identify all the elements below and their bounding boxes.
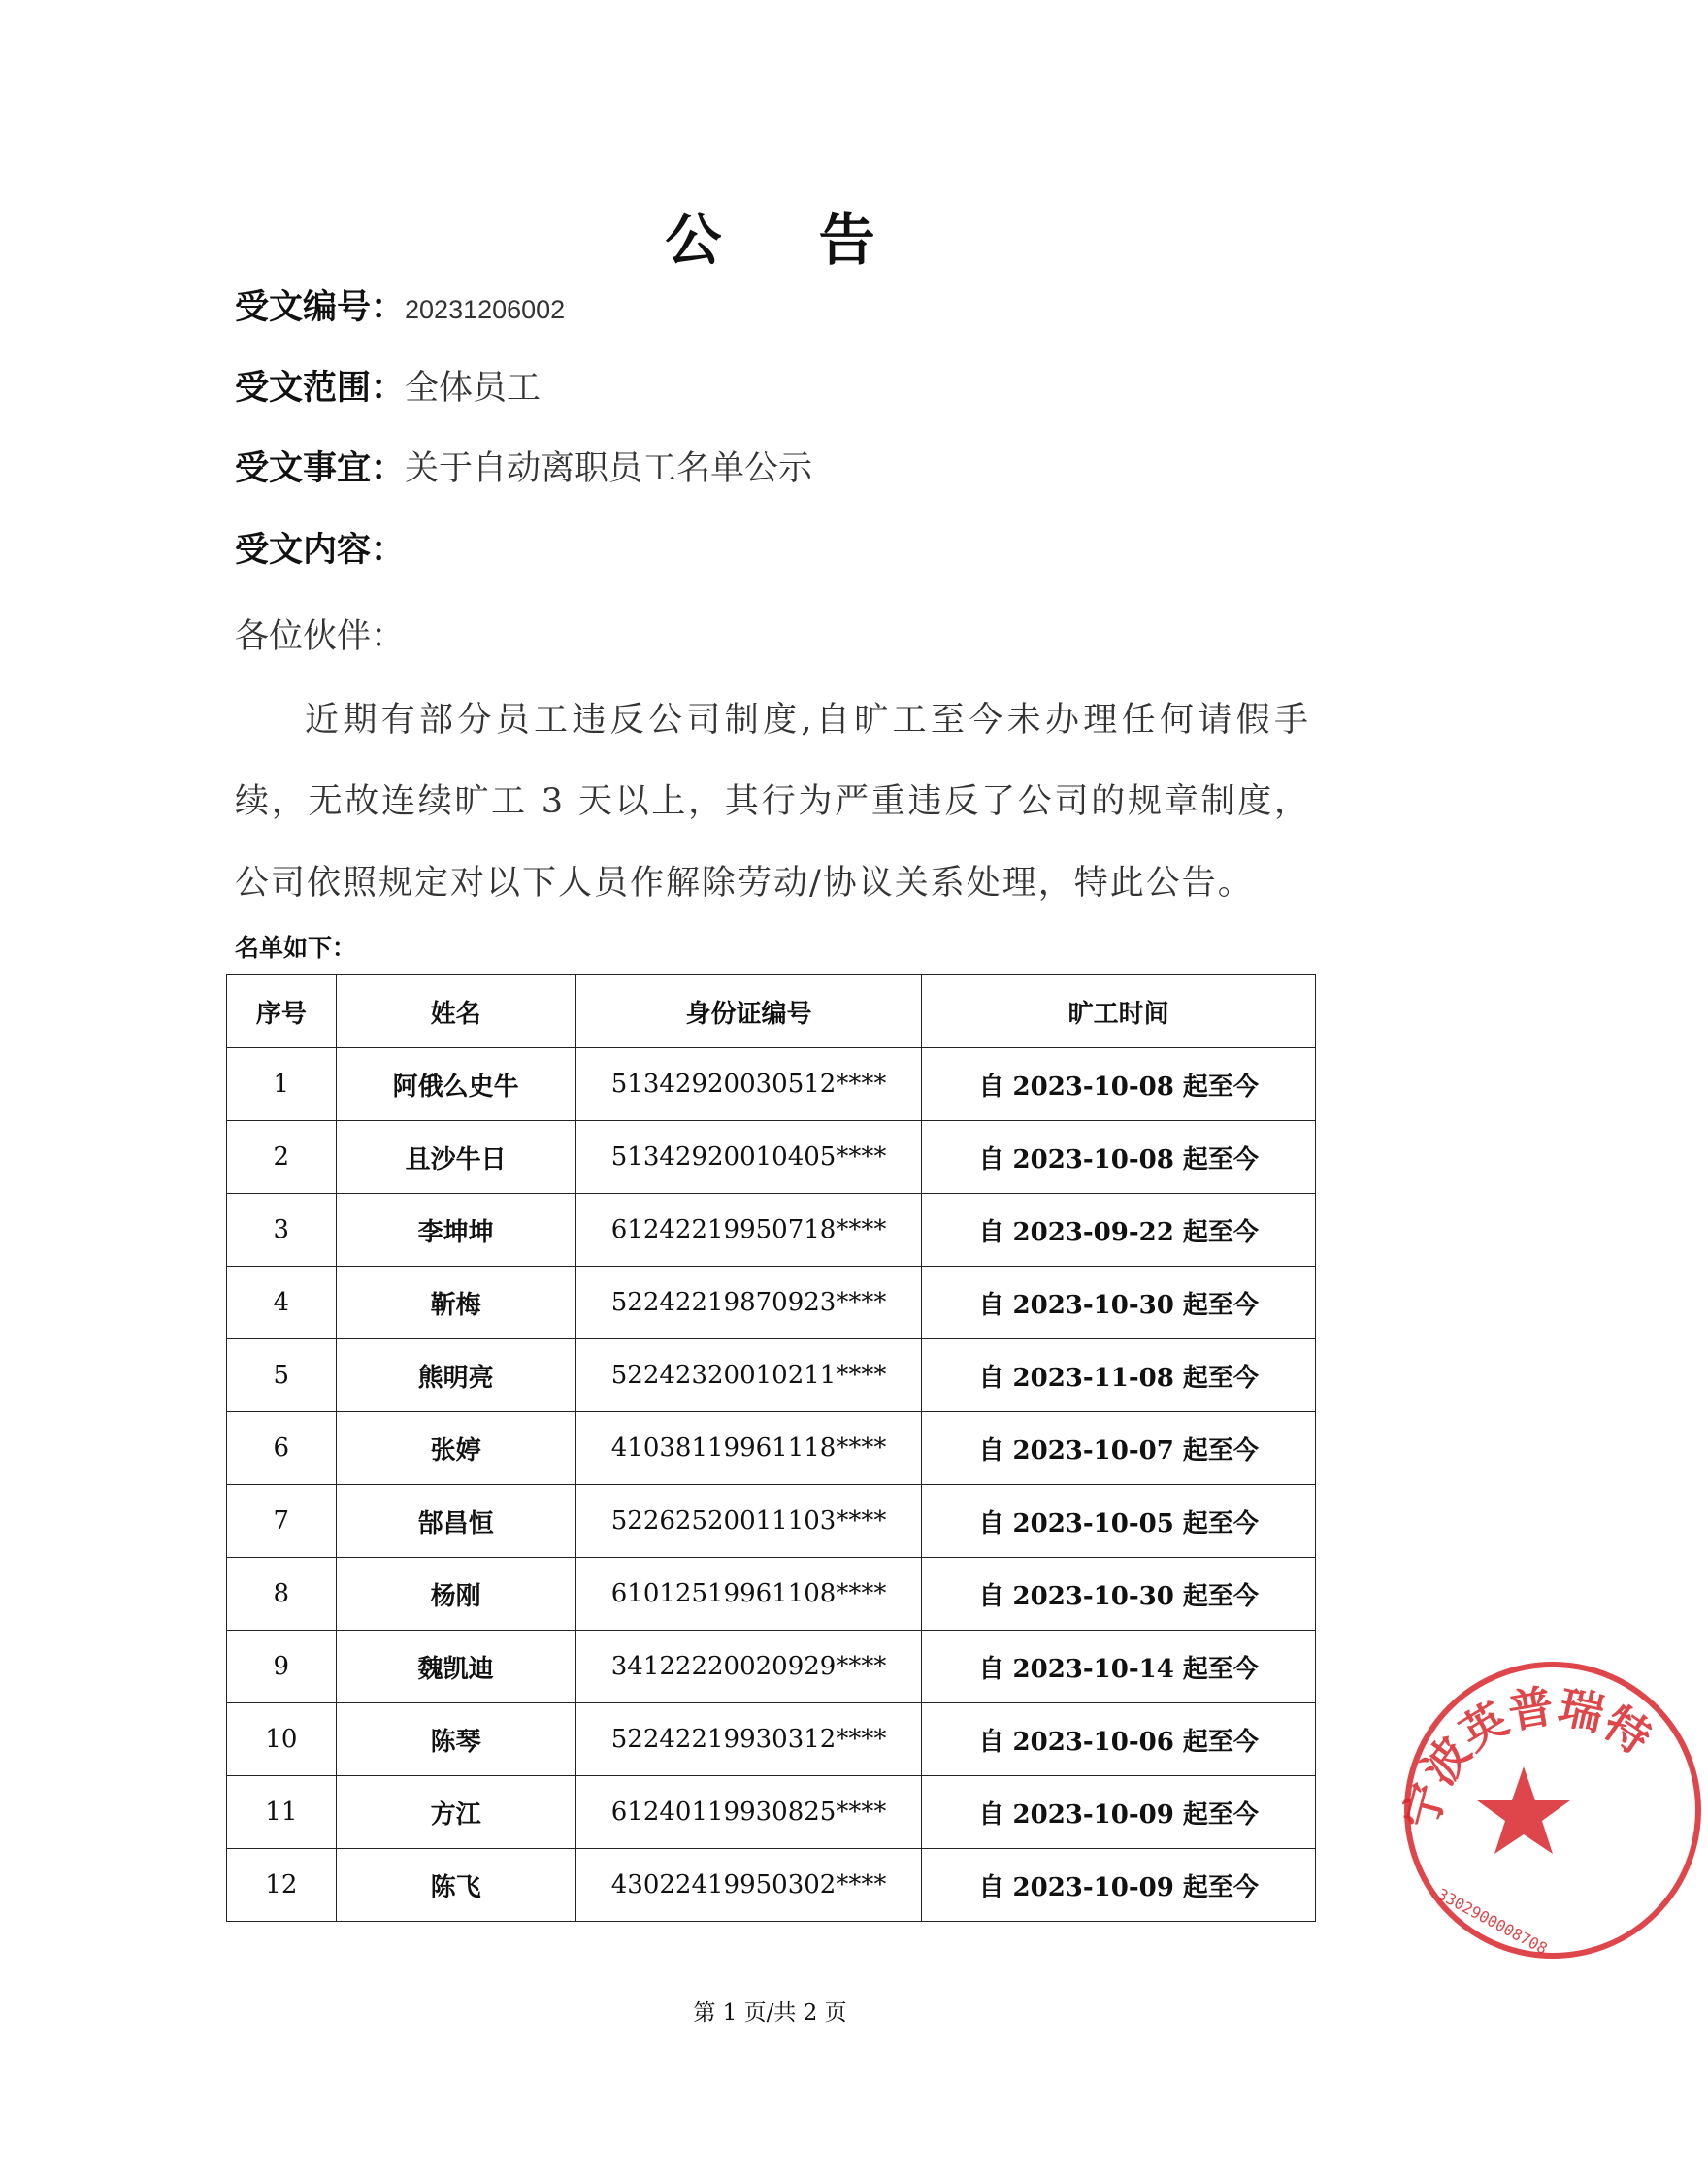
cell-id-number: 52242219870923**** [575, 1267, 922, 1339]
cell-absence-time: 自 2023-10-07 起至今 [922, 1412, 1316, 1485]
cell-name: 郜昌恒 [336, 1485, 575, 1558]
field-content [235, 527, 405, 574]
field-doc-number [235, 284, 565, 333]
cell-name: 杨刚 [336, 1558, 575, 1631]
cell-name: 方江 [336, 1776, 575, 1849]
cell-absence-time: 自 2023-10-08 起至今 [922, 1048, 1316, 1121]
table-header-row [227, 975, 1316, 1048]
table-row [227, 1485, 1316, 1558]
cell-name: 靳梅 [336, 1267, 575, 1339]
cell-id-number: 61240119930825**** [575, 1776, 922, 1849]
cell-absence-time: 自 2023-10-30 起至今 [922, 1558, 1316, 1631]
cell-id-number: 41038119961118**** [575, 1412, 922, 1485]
cell-absence-time: 自 2023-10-05 起至今 [922, 1485, 1316, 1558]
cell-index: 4 [227, 1267, 337, 1339]
table-row [227, 1194, 1316, 1267]
greeting: 各位伙伴： [235, 617, 406, 656]
header-index: 序号 [227, 975, 337, 1048]
cell-absence-time: 自 2023-10-09 起至今 [922, 1849, 1316, 1922]
cell-id-number: 34122220020929**** [575, 1631, 922, 1703]
list-header: 名单如下： [235, 934, 357, 962]
body-paragraph: 近期有部分员工违反公司制度,自旷工至今未办理任何请假手续，无故连续旷工 3 天以上，其行为严重违反了公司的规章制度，公司依照规定对以下人员作解除劳动/协议关系处理，特此公告。 [235, 701, 1310, 903]
table-row [227, 1048, 1316, 1121]
cell-index: 11 [227, 1776, 337, 1849]
cell-absence-time: 自 2023-09-22 起至今 [922, 1194, 1316, 1267]
field-scope [235, 365, 541, 412]
table-row [227, 1776, 1316, 1849]
cell-index: 10 [227, 1703, 337, 1776]
cell-name: 魏凯迪 [336, 1631, 575, 1703]
cell-absence-time: 自 2023-10-09 起至今 [922, 1776, 1316, 1849]
cell-absence-time: 自 2023-10-30 起至今 [922, 1267, 1316, 1339]
table-row [227, 1412, 1316, 1485]
cell-name: 熊明亮 [336, 1339, 575, 1412]
header-absence-time: 旷工时间 [922, 975, 1316, 1048]
cell-absence-time: 自 2023-10-14 起至今 [922, 1631, 1316, 1703]
company-seal [1378, 1645, 1708, 1975]
cell-name: 陈琴 [336, 1703, 575, 1776]
employee-table [226, 974, 1316, 1922]
table-row [227, 1267, 1316, 1339]
field-label: 受文事宜： [235, 448, 406, 488]
cell-name: 阿俄么史牛 [336, 1048, 575, 1121]
cell-index: 8 [227, 1558, 337, 1631]
cell-id-number: 61012519961108**** [575, 1558, 922, 1631]
cell-id-number: 61242219950718**** [575, 1194, 922, 1267]
svg-text:宁波英普瑞特: 宁波英普瑞特 [1394, 1679, 1661, 1834]
page-footer: 第 1 页/共 2 页 [693, 2000, 847, 2026]
table-row [227, 1558, 1316, 1631]
cell-name: 李坤坤 [336, 1194, 575, 1267]
cell-id-number: 43022419950302**** [575, 1849, 922, 1922]
cell-absence-time: 自 2023-10-08 起至今 [922, 1121, 1316, 1194]
cell-id-number: 51342920010405**** [575, 1121, 922, 1194]
page-title: 公 告 [665, 207, 914, 273]
cell-index: 6 [227, 1412, 337, 1485]
svg-text:3302900008708: 3302900008708 [1434, 1884, 1551, 1959]
field-value: 全体员工 [405, 369, 542, 408]
table-row [227, 1703, 1316, 1776]
cell-id-number: 52242219930312**** [575, 1703, 922, 1776]
cell-name: 陈飞 [336, 1849, 575, 1922]
cell-id-number: 52242320010211**** [575, 1339, 922, 1412]
field-subject [235, 446, 812, 492]
table-row [227, 1121, 1316, 1194]
field-label: 受文编号： [235, 287, 406, 327]
cell-name: 张婷 [336, 1412, 575, 1485]
cell-index: 7 [227, 1485, 337, 1558]
cell-absence-time: 自 2023-10-06 起至今 [922, 1703, 1316, 1776]
cell-index: 3 [227, 1194, 337, 1267]
cell-name: 且沙牛日 [336, 1121, 575, 1194]
cell-index: 9 [227, 1631, 337, 1703]
header-name: 姓名 [336, 975, 575, 1048]
table-row [227, 1631, 1316, 1703]
cell-id-number: 52262520011103**** [575, 1485, 922, 1558]
field-value: 关于自动离职员工名单公示 [405, 449, 813, 488]
cell-index: 1 [227, 1048, 337, 1121]
header-id-number: 身份证编号 [575, 975, 922, 1048]
field-label: 受文范围： [235, 368, 406, 408]
table-row [227, 1849, 1316, 1922]
field-value: 20231206002 [405, 295, 566, 324]
cell-index: 2 [227, 1121, 337, 1194]
field-label: 受文内容： [235, 530, 406, 570]
cell-absence-time: 自 2023-11-08 起至今 [922, 1339, 1316, 1412]
cell-index: 5 [227, 1339, 337, 1412]
cell-id-number: 51342920030512**** [575, 1048, 922, 1121]
cell-index: 12 [227, 1849, 337, 1922]
table-row [227, 1339, 1316, 1412]
